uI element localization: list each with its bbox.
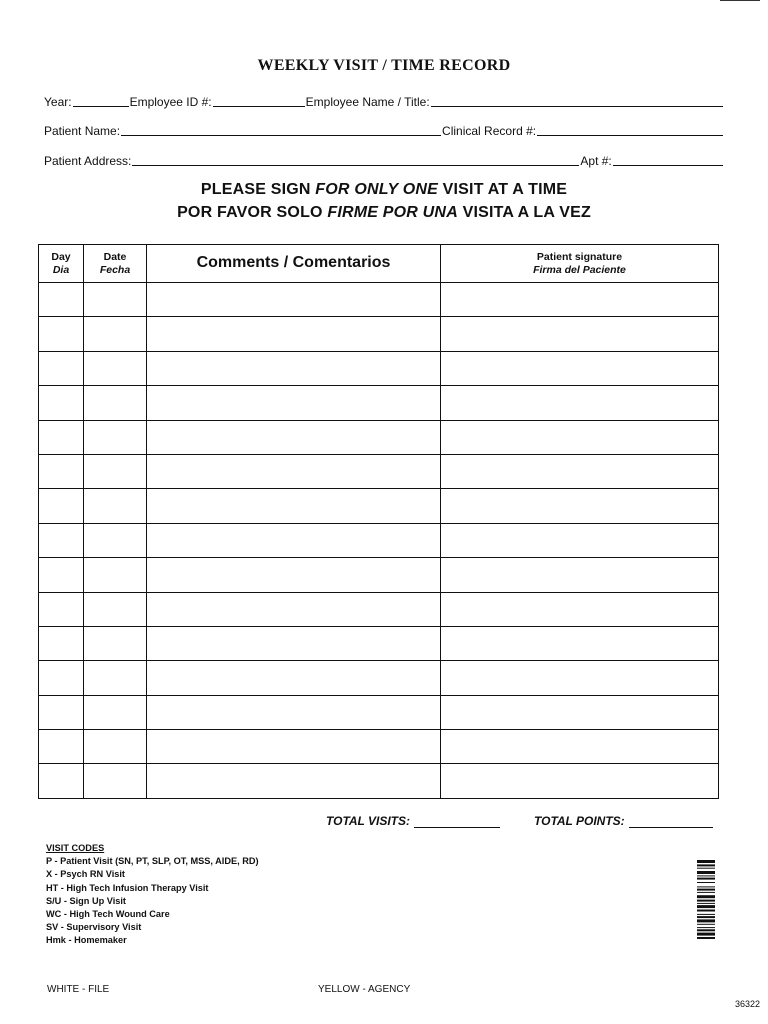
patient-address-field[interactable] <box>132 153 579 166</box>
employee-row <box>44 94 724 109</box>
patient-address-label: Patient Address: <box>44 154 132 168</box>
date-cell[interactable] <box>84 730 147 764</box>
day-cell[interactable] <box>39 489 84 523</box>
visit-code-item: WC - High Tech Wound Care <box>46 909 170 920</box>
notice-emphasis: FOR ONLY ONE <box>315 181 439 198</box>
table-row <box>39 317 719 351</box>
total-points <box>534 814 713 828</box>
total-visits-field[interactable] <box>414 815 500 828</box>
date-cell[interactable] <box>84 764 147 798</box>
table-row <box>39 386 719 420</box>
visit-rows <box>39 283 719 799</box>
barcode-bar <box>697 910 715 912</box>
date-cell[interactable] <box>84 317 147 351</box>
apt-label: Apt #: <box>580 154 612 168</box>
table-row <box>39 661 719 695</box>
sign-notice-spanish <box>0 204 768 222</box>
visit-codes <box>46 842 259 948</box>
barcode-bar <box>697 882 715 883</box>
visit-code-item: S/U - Sign Up Visit <box>46 895 126 906</box>
visit-code-item: X - Psych RN Visit <box>46 869 125 880</box>
comments-cell[interactable] <box>147 283 441 317</box>
employee-name-field[interactable] <box>431 94 723 107</box>
date-cell[interactable] <box>84 523 147 557</box>
total-points-label: TOTAL POINTS: <box>534 814 625 828</box>
notice-text: VISIT AT A TIME <box>438 181 568 198</box>
employee-name-label: Employee Name / Title: <box>305 95 430 109</box>
day-header-label-es: Dia <box>52 263 70 276</box>
comments-cell[interactable] <box>147 523 441 557</box>
document-number: 36322 <box>734 999 760 1009</box>
patient-name-field[interactable] <box>121 123 441 136</box>
address-row <box>44 153 724 168</box>
table-row <box>39 454 719 488</box>
signature-cell[interactable] <box>441 695 719 729</box>
total-visits-label: TOTAL VISITS: <box>326 814 411 828</box>
barcode-bar <box>697 903 715 904</box>
date-cell[interactable] <box>84 420 147 454</box>
signature-header-label-es: Firma del Paciente <box>533 263 626 276</box>
date-cell[interactable] <box>84 695 147 729</box>
comments-cell[interactable] <box>147 317 441 351</box>
comments-cell[interactable] <box>147 454 441 488</box>
signature-cell[interactable] <box>441 592 719 626</box>
apt-field[interactable] <box>613 153 723 166</box>
barcode-bar <box>697 933 715 936</box>
employee-id-field[interactable] <box>213 94 305 107</box>
total-visits <box>326 814 500 828</box>
visit-code-item: HT - High Tech Infusion Therapy Visit <box>46 882 209 893</box>
total-points-field[interactable] <box>629 815 713 828</box>
signature-cell[interactable] <box>441 420 719 454</box>
day-cell[interactable] <box>39 420 84 454</box>
patient-row <box>44 123 724 138</box>
day-header-label: Day <box>51 251 71 264</box>
table-row <box>39 730 719 764</box>
signature-cell[interactable] <box>441 489 719 523</box>
day-cell[interactable] <box>39 730 84 764</box>
table-header-row <box>39 245 719 283</box>
notice-emphasis: FIRME POR UNA <box>327 204 458 221</box>
day-cell[interactable] <box>39 454 84 488</box>
clinical-record-field[interactable] <box>537 123 723 136</box>
visit-code-item: SV - Supervisory Visit <box>46 922 142 933</box>
barcode-bar <box>697 927 715 928</box>
comments-cell[interactable] <box>147 386 441 420</box>
visit-codes-list <box>46 855 259 947</box>
table-row <box>39 523 719 557</box>
day-cell[interactable] <box>39 626 84 660</box>
barcode-bar <box>697 900 715 902</box>
barcode <box>697 860 715 964</box>
comments-cell[interactable] <box>147 764 441 798</box>
day-cell[interactable] <box>39 592 84 626</box>
date-cell[interactable] <box>84 386 147 420</box>
signature-cell[interactable] <box>441 626 719 660</box>
date-cell[interactable] <box>84 558 147 592</box>
table-row <box>39 592 719 626</box>
copy-yellow: YELLOW - AGENCY <box>318 984 411 995</box>
year-label: Year: <box>44 95 72 109</box>
patient-name-label: Patient Name: <box>44 124 121 138</box>
date-cell[interactable] <box>84 283 147 317</box>
day-cell[interactable] <box>39 351 84 385</box>
date-cell[interactable] <box>84 351 147 385</box>
copy-white: WHITE - FILE <box>47 984 110 995</box>
visit-codes-heading: VISIT CODES <box>46 843 105 853</box>
day-cell[interactable] <box>39 317 84 351</box>
table-row <box>39 420 719 454</box>
barcode-bar <box>697 905 715 908</box>
signature-cell[interactable] <box>441 317 719 351</box>
notice-text: VISITA A LA VEZ <box>457 204 591 221</box>
table-row <box>39 351 719 385</box>
date-cell[interactable] <box>84 626 147 660</box>
barcode-bar <box>697 937 715 939</box>
day-header <box>39 245 84 283</box>
signature-cell[interactable] <box>441 523 719 557</box>
notice-text: POR FAVOR SOLO <box>177 204 328 221</box>
barcode-bar <box>697 914 715 915</box>
comments-cell[interactable] <box>147 695 441 729</box>
table-row <box>39 558 719 592</box>
day-cell[interactable] <box>39 283 84 317</box>
date-header <box>84 245 147 283</box>
signature-cell[interactable] <box>441 764 719 798</box>
barcode-bar <box>697 889 715 891</box>
signature-cell[interactable] <box>441 454 719 488</box>
table-row <box>39 695 719 729</box>
comments-cell[interactable] <box>147 592 441 626</box>
sign-notice-english <box>0 181 768 199</box>
day-cell[interactable] <box>39 558 84 592</box>
visit-code-item: P - Patient Visit (SN, PT, SLP, OT, MSS, AIDE, RD) <box>46 856 259 867</box>
comments-cell[interactable] <box>147 351 441 385</box>
table-row <box>39 626 719 660</box>
barcode-bar <box>697 868 715 869</box>
table-row <box>39 283 719 317</box>
barcode-bar <box>697 886 715 887</box>
table-row <box>39 489 719 523</box>
barcode-bar <box>697 892 715 893</box>
barcode-bar <box>697 860 715 863</box>
signature-cell[interactable] <box>441 283 719 317</box>
employee-id-label: Employee ID #: <box>129 95 212 109</box>
table-row <box>39 764 719 798</box>
scan-mark <box>720 0 760 1</box>
signature-cell[interactable] <box>441 386 719 420</box>
barcode-bar <box>697 864 715 866</box>
date-header-label: Date <box>103 251 127 264</box>
signature-cell[interactable] <box>441 558 719 592</box>
day-cell[interactable] <box>39 764 84 798</box>
date-cell[interactable] <box>84 489 147 523</box>
signature-cell[interactable] <box>441 351 719 385</box>
visit-code-item: Hmk - Homemaker <box>46 935 127 946</box>
clinical-record-label: Clinical Record #: <box>442 124 537 138</box>
year-field[interactable] <box>73 94 129 107</box>
date-header-label-es: Fecha <box>99 263 131 276</box>
barcode-bar <box>697 871 715 874</box>
signature-cell[interactable] <box>441 730 719 764</box>
barcode-bar <box>697 919 715 922</box>
date-cell[interactable] <box>84 454 147 488</box>
comments-cell[interactable] <box>147 420 441 454</box>
barcode-bar <box>697 924 715 925</box>
day-cell[interactable] <box>39 695 84 729</box>
form-title: WEEKLY VISIT / TIME RECORD <box>257 57 511 74</box>
barcode-bar <box>697 895 715 898</box>
barcode-bar <box>697 878 715 880</box>
signature-header-label: Patient signature <box>536 251 623 264</box>
barcode-bar <box>697 929 715 931</box>
signature-cell[interactable] <box>441 661 719 695</box>
comments-cell[interactable] <box>147 558 441 592</box>
barcode-bar <box>697 916 715 918</box>
visit-table <box>38 244 719 799</box>
comments-cell[interactable] <box>147 489 441 523</box>
date-cell[interactable] <box>84 592 147 626</box>
notice-text: PLEASE SIGN <box>200 181 316 198</box>
barcode-bar <box>697 875 715 876</box>
comments-cell[interactable] <box>147 661 441 695</box>
signature-header <box>441 245 719 283</box>
comments-header: Comments / Comentarios <box>147 245 441 283</box>
day-cell[interactable] <box>39 661 84 695</box>
date-cell[interactable] <box>84 661 147 695</box>
comments-cell[interactable] <box>147 730 441 764</box>
day-cell[interactable] <box>39 386 84 420</box>
comments-cell[interactable] <box>147 626 441 660</box>
day-cell[interactable] <box>39 523 84 557</box>
